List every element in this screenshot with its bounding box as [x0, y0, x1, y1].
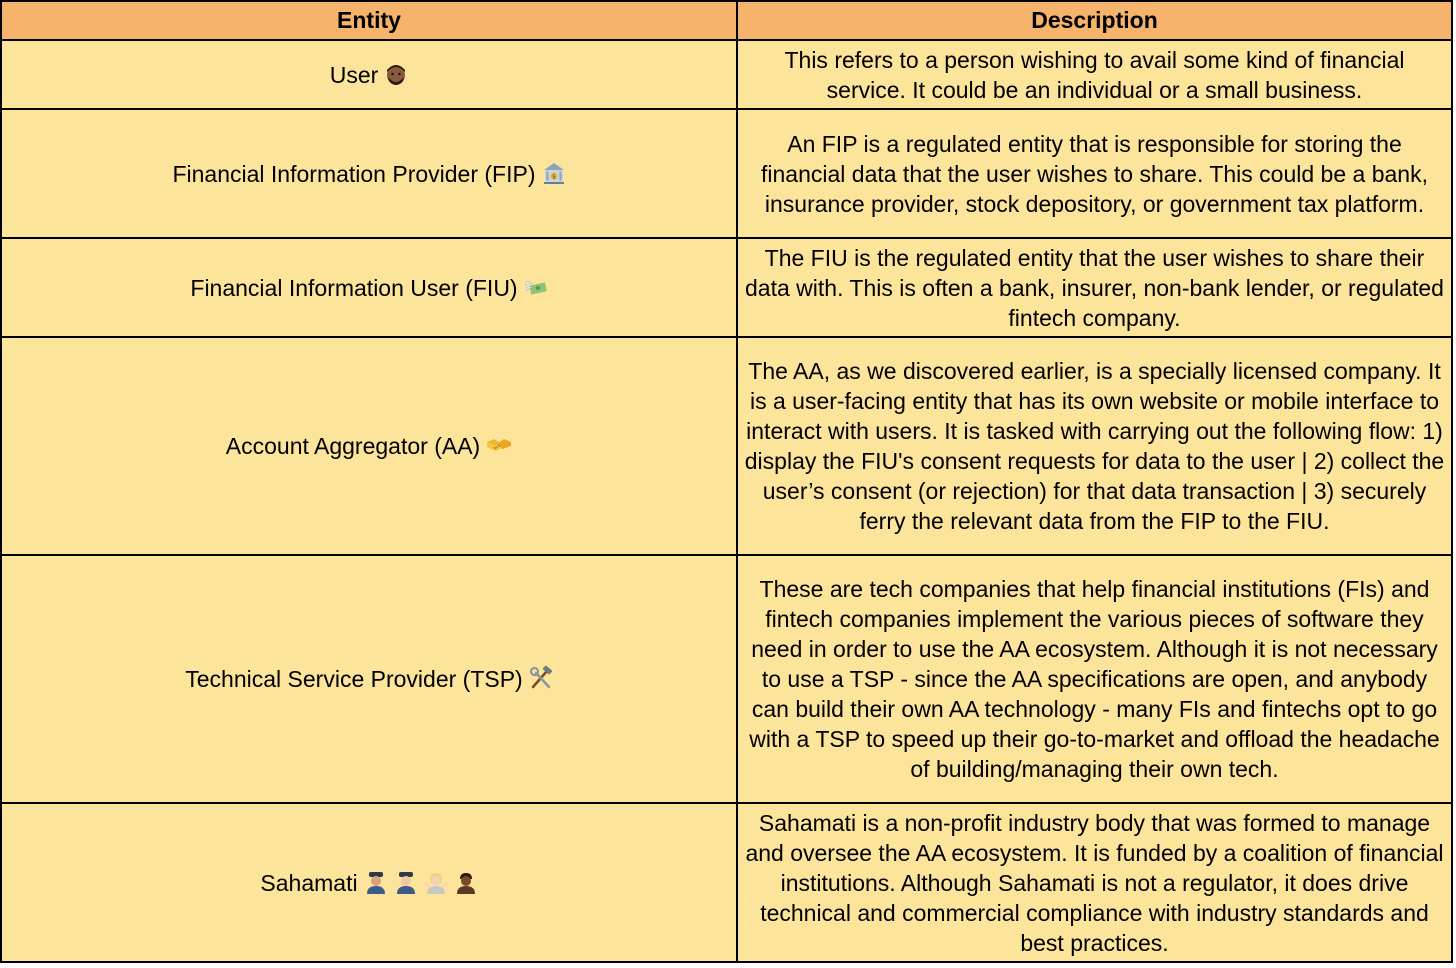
person-dark-icon [454, 870, 478, 894]
handshake-icon [486, 433, 512, 457]
description-cell: An FIP is a regulated entity that is responsible for storing the financial data that the user wishes to share. This could be a bank, insurance provider, stock depository, or government tax platform. [737, 109, 1452, 238]
header-row [1, 1, 1452, 40]
entity-label: Sahamati [260, 869, 358, 896]
entity-label: Financial Information Provider (FIP) [172, 160, 536, 187]
header-description: Description [737, 1, 1452, 40]
table-row [1, 803, 1452, 962]
entity-cell [1, 238, 737, 337]
person-officer-icon [364, 870, 388, 894]
table-row [1, 40, 1452, 109]
entity-cell [1, 555, 737, 803]
money-with-wings-icon [524, 275, 548, 299]
entity-label: Technical Service Provider (TSP) [185, 666, 523, 692]
table-row [1, 555, 1452, 803]
entity-label: Account Aggregator (AA) [225, 433, 481, 459]
table-row [1, 337, 1452, 555]
svg-text:$: $ [551, 173, 556, 180]
description-cell: The AA, as we discovered earlier, is a specially licensed company. It is a user-facing entity that has its own website or mobile interface to interact with users. It is tasked with carrying out the following flow: 1) display the FIU's consent requests for data to the user | 2) collect the user’s consent (or rejection) for that data transaction | 3) securely ferry the relevant data from the FIP to the FIU. [737, 337, 1452, 555]
header-entity: Entity [1, 1, 737, 40]
entity-label: User [329, 61, 379, 88]
entity-cell [1, 109, 737, 238]
description-cell: This refers to a person wishing to avail some kind of financial service. It could be an individual or a small business. [737, 40, 1452, 109]
description-cell: These are tech companies that help financial institutions (FIs) and fintech companies implement the various pieces of software they need in order to use the AA ecosystem. Although it is not necessary to use a TSP - since the AA specifications are open, and anybody can build their own AA technology - many FIs and fintechs opt to go with a TSP to speed up their go-to-market and offload the headache of building/managing their own tech. [737, 555, 1452, 803]
person-gesturing-icon [424, 870, 448, 894]
hammer-and-wrench-icon [529, 666, 553, 690]
table-row [1, 109, 1452, 238]
entity-cell [1, 40, 737, 109]
bank-icon [542, 161, 566, 185]
table-row [1, 238, 1452, 337]
man-face-icon [384, 62, 408, 86]
description-cell: Sahamati is a non-profit industry body that was formed to manage and oversee the AA ecosystem. It is funded by a coalition of financial institutions. Although Sahamati is not a regulator, it does drive technical and commercial compliance with industry standards and best practices. [737, 803, 1452, 962]
entity-cell [1, 803, 737, 962]
person-officer-icon [394, 870, 418, 894]
entity-cell [1, 337, 737, 555]
entity-label: Financial Information User (FIU) [190, 274, 518, 301]
description-cell: The FIU is the regulated entity that the user wishes to share their data with. This is often a bank, insurer, non-bank lender, or regulated fintech company. [737, 238, 1452, 337]
